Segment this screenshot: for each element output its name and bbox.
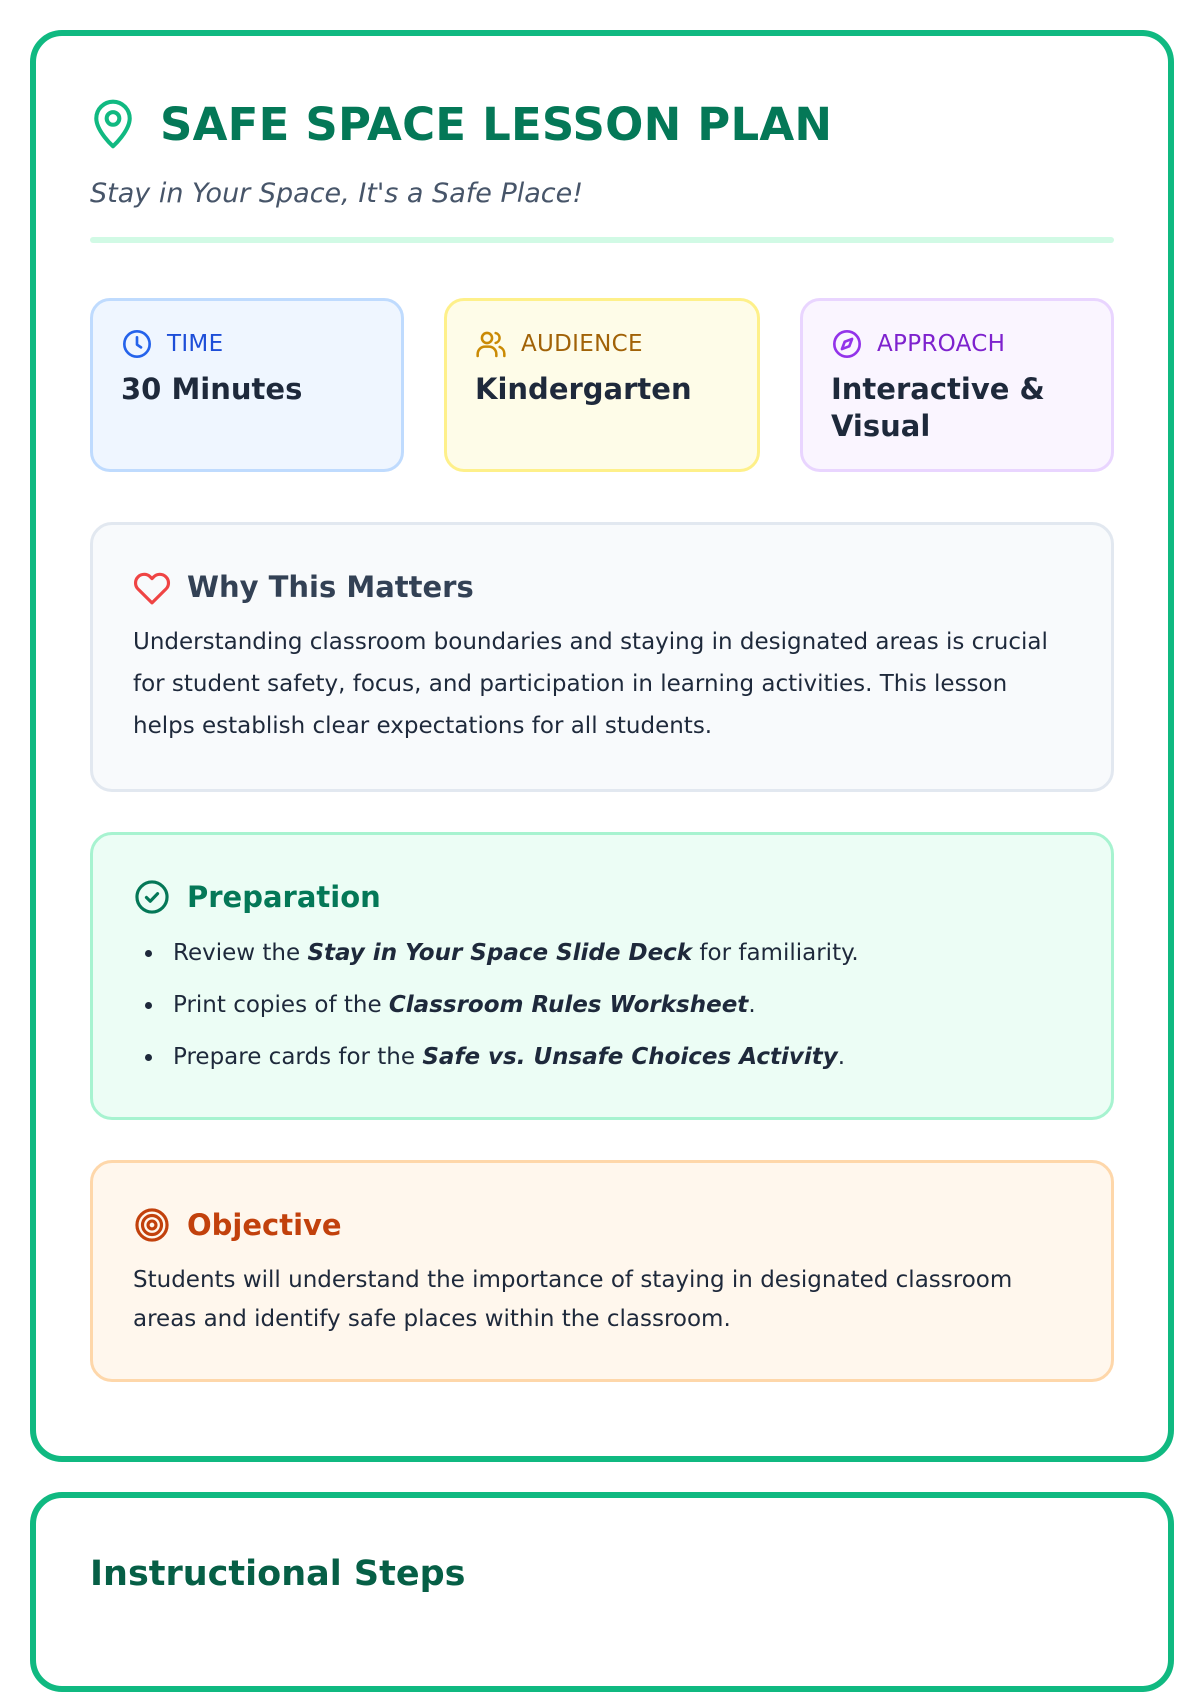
info-time-label: TIME — [167, 331, 224, 357]
item-text: for familiarity. — [692, 940, 859, 966]
target-icon — [133, 1206, 171, 1244]
item-emphasis: Stay in Your Space Slide Deck — [307, 940, 693, 966]
info-approach-label: APPROACH — [877, 331, 1006, 357]
title-row — [90, 92, 1114, 156]
list-item — [133, 979, 1071, 1031]
preparation-title: Preparation — [187, 880, 381, 914]
objective-header — [133, 1205, 1071, 1245]
why-body: Understanding classroom boundaries and staying in designated areas is crucial for student safety, focus, and participation in learning activities. This lesson helps establish clear expectations for all students. — [133, 629, 1048, 739]
item-text: Review the — [173, 940, 308, 966]
objective-section — [90, 1160, 1114, 1382]
info-audience-value: Kindergarten — [475, 372, 692, 406]
info-time-value: 30 Minutes — [121, 372, 303, 406]
objective-body: Students will understand the importance of staying in designated classroom areas and identify safe places within the classroom. — [133, 1267, 1013, 1332]
item-text: Prepare cards for the — [173, 1044, 423, 1070]
info-time — [90, 298, 404, 472]
preparation-section — [90, 832, 1114, 1120]
item-emphasis: Classroom Rules Worksheet — [388, 992, 749, 1018]
lesson-plan-card — [30, 30, 1174, 1462]
info-time-label-row — [121, 327, 373, 361]
why-this-matters-section — [90, 522, 1114, 792]
item-text: . — [837, 1044, 846, 1070]
info-audience — [444, 298, 760, 472]
check-circle-icon — [133, 878, 171, 916]
page-title: SAFE SPACE LESSON PLAN — [160, 97, 833, 151]
why-header — [133, 567, 1071, 607]
page-subtitle: Stay in Your Space, It's a Safe Place! — [90, 178, 584, 209]
clock-icon — [121, 328, 153, 360]
preparation-list — [133, 927, 1071, 1083]
list-item — [133, 1031, 1071, 1083]
info-audience-label-row — [475, 327, 729, 361]
steps-title: Instructional Steps — [90, 1554, 466, 1594]
info-approach-value: Interactive & Visual — [831, 372, 1045, 443]
instructional-steps-card — [30, 1492, 1174, 1692]
info-approach-label-row — [831, 327, 1083, 361]
compass-icon — [831, 328, 863, 360]
why-title: Why This Matters — [187, 570, 474, 604]
item-text: Print copies of the — [173, 992, 389, 1018]
item-text: . — [748, 992, 756, 1018]
list-item — [133, 927, 1071, 979]
item-emphasis: Safe vs. Unsafe Choices Activity — [422, 1044, 838, 1070]
header-divider — [90, 237, 1114, 243]
preparation-header — [133, 877, 1071, 917]
users-icon — [475, 328, 507, 360]
info-audience-label: AUDIENCE — [521, 331, 643, 357]
lesson-header — [90, 92, 1114, 209]
info-approach — [800, 298, 1114, 472]
objective-title: Objective — [187, 1208, 342, 1242]
heart-icon — [133, 568, 171, 606]
map-pin-icon — [90, 98, 136, 150]
